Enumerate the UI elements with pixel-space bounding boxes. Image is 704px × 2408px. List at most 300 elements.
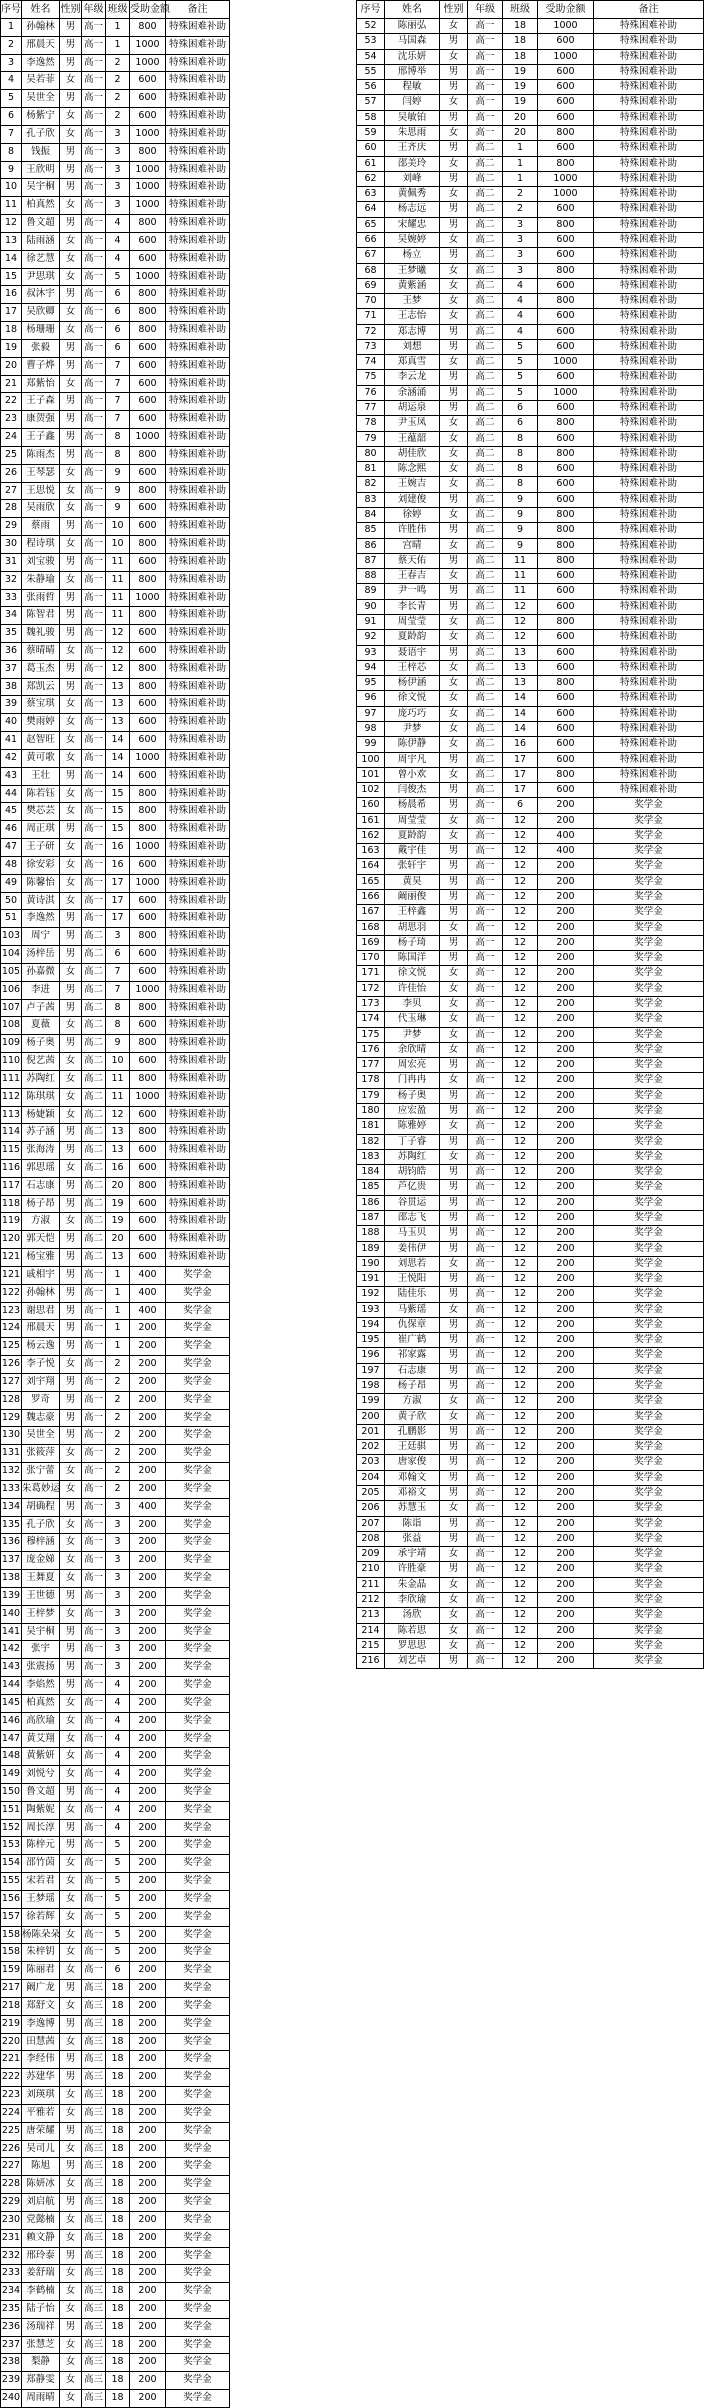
cell-name: 陈梓元 (22, 1837, 60, 1855)
cell-note: 特殊困难补助 (594, 477, 704, 492)
cell-gender: 女 (440, 721, 468, 736)
table-row (1, 660, 230, 678)
cell-note: 奖学金 (166, 1873, 230, 1891)
cell-class: 18 (106, 2051, 130, 2069)
cell-grade: 高三 (82, 2265, 106, 2283)
cell-index: 229 (1, 2194, 22, 2212)
cell-note: 特殊困难补助 (166, 482, 230, 500)
cell-name: 周宇凡 (385, 752, 440, 767)
header-cell-index: 序号 (357, 1, 385, 19)
cell-index: 98 (357, 721, 385, 736)
cell-amount: 200 (538, 1042, 594, 1057)
cell-name: 王子鑫 (22, 429, 60, 447)
cell-index: 4 (1, 72, 22, 90)
cell-index: 37 (1, 660, 22, 678)
cell-index: 158 (1, 1944, 22, 1962)
cell-grade: 高一 (468, 1088, 503, 1103)
cell-grade: 高二 (468, 309, 503, 324)
cell-name: 杨立 (385, 248, 440, 263)
cell-grade: 高三 (82, 2015, 106, 2033)
table-row (357, 278, 704, 293)
cell-grade: 高一 (468, 1012, 503, 1027)
cell-gender: 女 (60, 1730, 82, 1748)
table-row (1, 2051, 230, 2069)
cell-class: 5 (106, 1926, 130, 1944)
cell-index: 136 (1, 1534, 22, 1552)
cell-amount: 200 (130, 2301, 166, 2319)
cell-amount: 800 (538, 767, 594, 782)
cell-note: 特殊困难补助 (594, 385, 704, 400)
cell-amount: 1000 (130, 749, 166, 767)
table-row (1, 215, 230, 233)
cell-class: 12 (106, 625, 130, 643)
cell-index: 180 (357, 1103, 385, 1118)
cell-note: 奖学金 (166, 1783, 230, 1801)
cell-amount: 200 (130, 1623, 166, 1641)
cell-grade: 高一 (468, 1424, 503, 1439)
cell-name: 庞金娣 (22, 1552, 60, 1570)
cell-grade: 高一 (468, 935, 503, 950)
cell-amount: 600 (130, 90, 166, 108)
cell-amount: 200 (538, 966, 594, 981)
cell-gender: 男 (60, 910, 82, 928)
cell-grade: 高二 (468, 706, 503, 721)
cell-gender: 男 (440, 951, 468, 966)
cell-grade: 高一 (82, 393, 106, 411)
cell-index: 74 (357, 355, 385, 370)
cell-class: 3 (106, 125, 130, 143)
cell-grade: 高一 (468, 1119, 503, 1134)
cell-index: 230 (1, 2211, 22, 2229)
table-row (357, 783, 704, 798)
cell-name: 郑舒文 (22, 1997, 60, 2015)
cell-amount: 400 (130, 1498, 166, 1516)
cell-index: 82 (357, 477, 385, 492)
cell-amount: 200 (130, 1338, 166, 1356)
cell-amount: 200 (130, 1570, 166, 1588)
cell-gender: 女 (60, 803, 82, 821)
cell-note: 特殊困难补助 (166, 125, 230, 143)
table-row (357, 1027, 704, 1042)
cell-note: 奖学金 (166, 1516, 230, 1534)
cell-gender: 男 (60, 446, 82, 464)
cell-index: 132 (1, 1463, 22, 1481)
cell-amount: 200 (130, 2211, 166, 2229)
table-row (357, 1501, 704, 1516)
cell-note: 奖学金 (594, 1394, 704, 1409)
cell-note: 特殊困难补助 (166, 536, 230, 554)
cell-amount: 200 (538, 1226, 594, 1241)
cell-class: 14 (106, 767, 130, 785)
cell-gender: 女 (60, 2301, 82, 2319)
cell-grade: 高二 (468, 569, 503, 584)
table-row (1, 2318, 230, 2336)
cell-amount: 600 (130, 339, 166, 357)
cell-class: 10 (106, 536, 130, 554)
cell-class: 13 (503, 660, 538, 675)
cell-note: 奖学金 (166, 1498, 230, 1516)
table-row (357, 813, 704, 828)
table-row (357, 660, 704, 675)
table-row (357, 1119, 704, 1134)
cell-name: 黄诗淇 (22, 892, 60, 910)
table-row (357, 217, 704, 232)
cell-note: 特殊困难补助 (166, 589, 230, 607)
cell-name: 沈乐妍 (385, 49, 440, 64)
cell-note: 特殊困难补助 (166, 749, 230, 767)
cell-note: 奖学金 (166, 2194, 230, 2212)
cell-class: 2 (106, 1480, 130, 1498)
cell-note: 奖学金 (166, 2390, 230, 2408)
cell-note: 奖学金 (166, 1534, 230, 1552)
cell-amount: 200 (538, 1486, 594, 1501)
cell-class: 11 (106, 553, 130, 571)
cell-gender: 男 (60, 36, 82, 54)
cell-name: 梨静 (22, 2354, 60, 2372)
cell-gender: 女 (60, 482, 82, 500)
table-row (357, 1394, 704, 1409)
cell-index: 155 (1, 1873, 22, 1891)
cell-note: 奖学金 (166, 1463, 230, 1481)
cell-grade: 高二 (468, 278, 503, 293)
cell-note: 特殊困难补助 (594, 248, 704, 263)
cell-class: 12 (503, 1409, 538, 1424)
cell-grade: 高一 (82, 1694, 106, 1712)
cell-grade: 高一 (468, 34, 503, 49)
cell-gender: 男 (440, 1516, 468, 1531)
cell-grade: 高一 (82, 821, 106, 839)
cell-grade: 高一 (468, 1027, 503, 1042)
cell-class: 18 (106, 2069, 130, 2087)
cell-name: 谷贯运 (385, 1195, 440, 1210)
cell-gender: 男 (60, 215, 82, 233)
cell-grade: 高二 (468, 263, 503, 278)
cell-name: 李长青 (385, 599, 440, 614)
cell-gender: 女 (60, 72, 82, 90)
cell-note: 奖学金 (166, 1944, 230, 1962)
cell-gender: 男 (60, 1035, 82, 1053)
cell-name: 蔡宝琪 (22, 696, 60, 714)
cell-note: 特殊困难补助 (594, 171, 704, 186)
cell-grade: 高一 (82, 856, 106, 874)
cell-index: 26 (1, 464, 22, 482)
cell-class: 17 (106, 874, 130, 892)
cell-index: 204 (357, 1470, 385, 1485)
table-row (357, 248, 704, 263)
cell-index: 177 (357, 1058, 385, 1073)
table-row (357, 477, 704, 492)
cell-index: 222 (1, 2069, 22, 2087)
cell-note: 奖学金 (594, 874, 704, 889)
cell-amount: 600 (130, 232, 166, 250)
cell-gender: 女 (60, 874, 82, 892)
cell-amount: 600 (538, 431, 594, 446)
cell-class: 1 (106, 1284, 130, 1302)
cell-grade: 高一 (468, 110, 503, 125)
cell-name: 石志康 (22, 1177, 60, 1195)
cell-name: 徐文悦 (385, 966, 440, 981)
cell-amount: 200 (130, 2283, 166, 2301)
table-row (1, 1587, 230, 1605)
cell-class: 3 (106, 1552, 130, 1570)
cell-name: 王梦瑶 (22, 1890, 60, 1908)
cell-index: 182 (357, 1134, 385, 1149)
table-row (357, 553, 704, 568)
cell-grade: 高一 (82, 1516, 106, 1534)
cell-amount: 600 (130, 1053, 166, 1071)
cell-class: 4 (106, 1730, 130, 1748)
cell-gender: 女 (60, 232, 82, 250)
cell-index: 111 (1, 1070, 22, 1088)
cell-name: 李逸然 (22, 910, 60, 928)
cell-name: 杨志远 (385, 202, 440, 217)
cell-class: 12 (503, 1226, 538, 1241)
cell-gender: 女 (440, 737, 468, 752)
cell-note: 奖学金 (166, 1266, 230, 1284)
cell-amount: 200 (538, 1608, 594, 1623)
cell-amount: 400 (130, 1266, 166, 1284)
cell-class: 18 (106, 1980, 130, 1998)
cell-gender: 男 (60, 1284, 82, 1302)
table-row (1, 411, 230, 429)
cell-class: 12 (503, 951, 538, 966)
cell-index: 97 (357, 706, 385, 721)
cell-name: 李进 (22, 981, 60, 999)
cell-amount: 200 (130, 1409, 166, 1427)
cell-grade: 高三 (82, 2033, 106, 2051)
table-row (357, 187, 704, 202)
cell-amount: 1000 (130, 589, 166, 607)
cell-gender: 女 (60, 749, 82, 767)
cell-index: 185 (357, 1180, 385, 1195)
cell-gender: 男 (60, 1391, 82, 1409)
cell-amount: 1000 (538, 171, 594, 186)
cell-note: 特殊困难补助 (594, 721, 704, 736)
cell-grade: 高一 (82, 1730, 106, 1748)
cell-gender: 男 (60, 678, 82, 696)
cell-index: 131 (1, 1445, 22, 1463)
header-cell-note: 备注 (594, 1, 704, 19)
cell-gender: 男 (440, 599, 468, 614)
cell-gender: 男 (440, 1348, 468, 1363)
cell-amount: 200 (130, 1766, 166, 1784)
cell-amount: 600 (538, 34, 594, 49)
cell-note: 奖学金 (166, 2087, 230, 2105)
cell-index: 208 (357, 1531, 385, 1546)
cell-grade: 高一 (82, 1766, 106, 1784)
table-row (357, 798, 704, 813)
cell-amount: 600 (130, 642, 166, 660)
cell-gender: 男 (440, 34, 468, 49)
cell-grade: 高一 (82, 714, 106, 732)
cell-amount: 200 (538, 1088, 594, 1103)
cell-class: 15 (106, 821, 130, 839)
cell-note: 特殊困难补助 (594, 156, 704, 171)
cell-grade: 高三 (82, 2051, 106, 2069)
cell-amount: 800 (130, 19, 166, 37)
cell-gender: 女 (440, 477, 468, 492)
cell-amount: 200 (130, 1890, 166, 1908)
cell-index: 105 (1, 963, 22, 981)
cell-class: 5 (503, 370, 538, 385)
cell-amount: 1000 (130, 981, 166, 999)
cell-gender: 男 (60, 1195, 82, 1213)
cell-gender: 女 (440, 1409, 468, 1424)
cell-note: 奖学金 (594, 1638, 704, 1653)
cell-amount: 200 (130, 1516, 166, 1534)
cell-grade: 高三 (82, 2354, 106, 2372)
cell-gender: 女 (440, 706, 468, 721)
cell-class: 12 (503, 1424, 538, 1439)
cell-note: 特殊困难补助 (594, 141, 704, 156)
cell-note: 奖学金 (594, 1379, 704, 1394)
cell-gender: 男 (60, 2051, 82, 2069)
table-row (357, 1608, 704, 1623)
cell-gender: 男 (60, 357, 82, 375)
cell-gender: 女 (440, 828, 468, 843)
cell-note: 奖学金 (166, 2033, 230, 2051)
cell-note: 特殊困难补助 (594, 431, 704, 446)
cell-note: 奖学金 (594, 1134, 704, 1149)
cell-note: 奖学金 (166, 2015, 230, 2033)
cell-gender: 男 (440, 1287, 468, 1302)
table-row (357, 1226, 704, 1241)
cell-class: 2 (106, 72, 130, 90)
cell-amount: 800 (130, 482, 166, 500)
cell-gender: 男 (60, 1587, 82, 1605)
cell-amount: 800 (538, 553, 594, 568)
cell-grade: 高一 (468, 905, 503, 920)
cell-amount: 800 (130, 143, 166, 161)
cell-note: 特殊困难补助 (594, 446, 704, 461)
cell-gender: 女 (60, 1908, 82, 1926)
cell-index: 158 (1, 1926, 22, 1944)
cell-note: 特殊困难补助 (166, 1088, 230, 1106)
cell-index: 154 (1, 1855, 22, 1873)
cell-index: 150 (1, 1783, 22, 1801)
cell-amount: 600 (130, 732, 166, 750)
cell-name: 吴敏铂 (385, 110, 440, 125)
cell-note: 奖学金 (594, 1608, 704, 1623)
cell-index: 43 (1, 767, 22, 785)
cell-grade: 高三 (82, 2390, 106, 2408)
cell-class: 18 (106, 2390, 130, 2408)
table-row (1, 803, 230, 821)
cell-class: 11 (503, 569, 538, 584)
cell-grade: 高三 (82, 2158, 106, 2176)
cell-class: 8 (106, 999, 130, 1017)
cell-class: 2 (106, 1373, 130, 1391)
cell-note: 特殊困难补助 (166, 19, 230, 37)
cell-amount: 600 (538, 232, 594, 247)
cell-index: 225 (1, 2122, 22, 2140)
cell-grade: 高一 (468, 1165, 503, 1180)
cell-amount: 200 (130, 1962, 166, 1980)
cell-amount: 800 (130, 821, 166, 839)
cell-index: 40 (1, 714, 22, 732)
cell-grade: 高二 (468, 492, 503, 507)
cell-grade: 高二 (468, 141, 503, 156)
cell-grade: 高一 (468, 844, 503, 859)
table-row (357, 1654, 704, 1669)
cell-name: 崔广鹤 (385, 1333, 440, 1348)
cell-name: 张震扬 (22, 1659, 60, 1677)
cell-gender: 男 (440, 1088, 468, 1103)
cell-gender: 男 (60, 1373, 82, 1391)
cell-gender: 女 (440, 966, 468, 981)
cell-index: 183 (357, 1149, 385, 1164)
cell-grade: 高三 (82, 2176, 106, 2194)
cell-index: 12 (1, 215, 22, 233)
cell-note: 特殊困难补助 (166, 1124, 230, 1142)
cell-gender: 女 (60, 2087, 82, 2105)
cell-name: 邵志飞 (385, 1210, 440, 1225)
cell-note: 奖学金 (166, 1391, 230, 1409)
cell-amount: 1000 (130, 197, 166, 215)
cell-grade: 高二 (82, 1177, 106, 1195)
cell-amount: 200 (130, 2140, 166, 2158)
cell-class: 12 (503, 1455, 538, 1470)
cell-amount: 200 (538, 1195, 594, 1210)
cell-grade: 高一 (82, 1570, 106, 1588)
cell-grade: 高二 (468, 248, 503, 263)
table-row (1, 678, 230, 696)
cell-name: 汤瑞祥 (22, 2318, 60, 2336)
cell-index: 224 (1, 2104, 22, 2122)
cell-gender: 女 (60, 1213, 82, 1231)
cell-gender: 男 (440, 385, 468, 400)
cell-grade: 高一 (82, 304, 106, 322)
cell-note: 特殊困难补助 (594, 553, 704, 568)
cell-name: 郭天恺 (22, 1231, 60, 1249)
cell-gender: 男 (440, 584, 468, 599)
cell-amount: 600 (538, 645, 594, 660)
cell-class: 12 (503, 920, 538, 935)
cell-note: 特殊困难补助 (166, 607, 230, 625)
cell-index: 30 (1, 536, 22, 554)
cell-name: 门冉冉 (385, 1073, 440, 1088)
cell-amount: 400 (538, 844, 594, 859)
cell-grade: 高二 (468, 477, 503, 492)
cell-amount: 800 (130, 1070, 166, 1088)
table-row (1, 1855, 230, 1873)
cell-index: 145 (1, 1694, 22, 1712)
table-row (357, 905, 704, 920)
table-row (1, 1480, 230, 1498)
table-row (1, 963, 230, 981)
table-row (1, 36, 230, 54)
cell-name: 杨婕颖 (22, 1106, 60, 1124)
cell-gender: 女 (440, 981, 468, 996)
cell-index: 90 (357, 599, 385, 614)
cell-amount: 200 (538, 1470, 594, 1485)
cell-class: 6 (106, 946, 130, 964)
header-cell-amount: 受助金额 (130, 1, 166, 19)
cell-index: 175 (357, 1027, 385, 1042)
cell-note: 特殊困难补助 (594, 737, 704, 752)
cell-index: 85 (357, 523, 385, 538)
cell-gender: 男 (440, 844, 468, 859)
cell-note: 特殊困难补助 (594, 676, 704, 691)
cell-name: 黄昊 (385, 874, 440, 889)
cell-index: 147 (1, 1730, 22, 1748)
cell-grade: 高二 (82, 1106, 106, 1124)
cell-amount: 200 (538, 1287, 594, 1302)
cell-gender: 女 (440, 19, 468, 34)
cell-gender: 男 (440, 492, 468, 507)
cell-name: 唐荣耀 (22, 2122, 60, 2140)
cell-grade: 高二 (82, 1249, 106, 1267)
